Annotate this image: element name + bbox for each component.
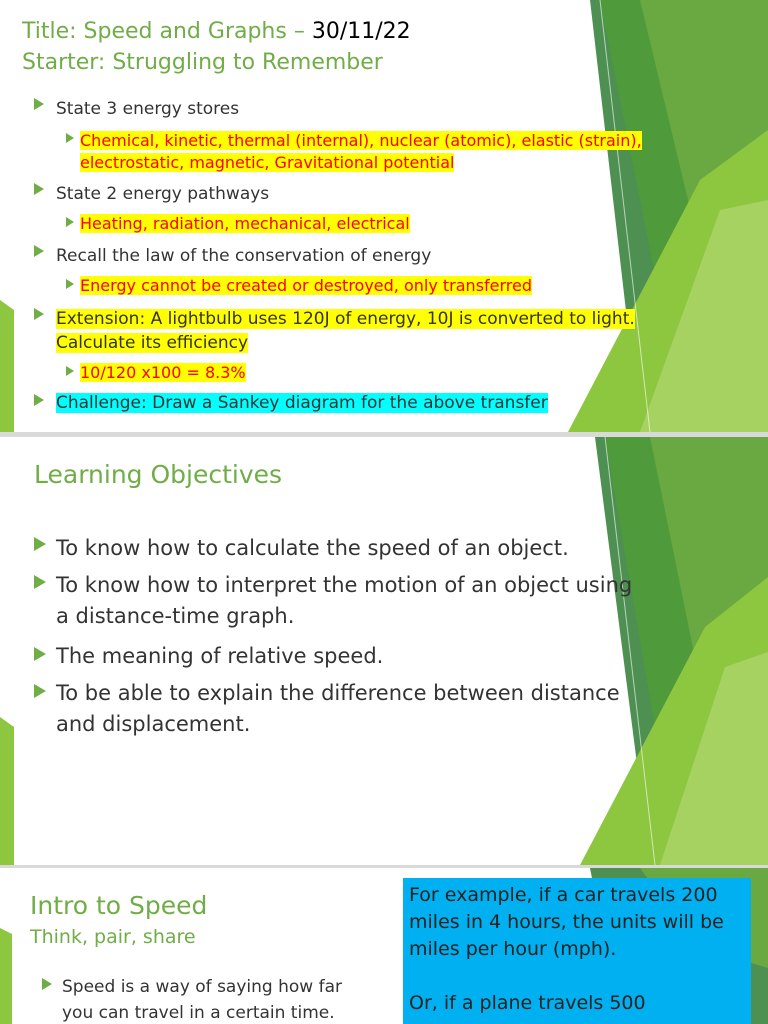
intro-title: Intro to Speed: [30, 891, 208, 920]
question-conservation: Recall the law of the conservation of energy: [56, 246, 432, 266]
bullet-arrow-icon: [34, 647, 46, 661]
starter-subtitle: Starter: Struggling to Remember: [22, 50, 383, 75]
bullet-arrow-icon: [34, 537, 46, 551]
bullet-arrow-icon: [42, 978, 52, 990]
answer-efficiency: [80, 363, 246, 382]
objective-item: [56, 678, 620, 740]
extension-line: Calculate its efficiency: [56, 333, 249, 353]
slide-learning-objectives: [0, 437, 768, 865]
extension-question: [56, 307, 635, 355]
objective-line: a distance-time graph.: [56, 604, 295, 628]
slide-intro-to-speed: [0, 868, 768, 1024]
speed-definition: [62, 974, 342, 1024]
objective-line: To know how to interpret the motion of an object using: [56, 573, 633, 597]
objective-item: The meaning of relative speed.: [56, 644, 384, 668]
bullet-arrow-icon: [66, 133, 74, 143]
example-line: miles in 4 hours, the units will be: [409, 911, 724, 933]
answer-energy-stores: [80, 130, 642, 174]
example-line: miles per hour (mph).: [409, 938, 617, 960]
bullet-arrow-icon: [66, 279, 74, 289]
answer-line: Energy cannot be created or destroyed, only transferred: [80, 276, 533, 295]
definition-line: you can travel in a certain time.: [62, 1003, 335, 1023]
objective-item: To know how to calculate the speed of an object.: [56, 536, 569, 560]
bullet-arrow-icon: [34, 98, 44, 110]
answer-energy-pathways: [80, 214, 410, 233]
challenge-line: Challenge: Draw a Sankey diagram for the above transfer: [56, 393, 548, 413]
objectives-title: Learning Objectives: [34, 460, 283, 489]
definition-line: Speed is a way of saying how far: [62, 977, 342, 997]
bullet-arrow-icon: [34, 245, 44, 257]
bullet-arrow-icon: [34, 575, 46, 589]
bullet-arrow-icon: [34, 394, 44, 406]
starter-title: [22, 16, 411, 47]
slide-starter: [0, 0, 768, 432]
example-line: For example, if a car travels 200: [409, 884, 718, 906]
question-energy-stores: State 3 energy stores: [56, 99, 240, 119]
bullet-arrow-icon: [66, 366, 74, 376]
example-box: [403, 878, 751, 1024]
bullet-arrow-icon: [66, 217, 74, 227]
answer-conservation: [80, 276, 532, 295]
challenge-question: [56, 393, 548, 413]
answer-line: 10/120 x100 = 8.3%: [80, 363, 246, 382]
answer-line: Chemical, kinetic, thermal (internal), nuclear (atomic), elastic (strain),: [80, 131, 642, 150]
objective-item: [56, 570, 632, 632]
answer-line: Heating, radiation, mechanical, electrical: [80, 214, 410, 233]
question-energy-pathways: State 2 energy pathways: [56, 184, 270, 204]
extension-line: Extension: A lightbulb uses 120J of energy, 10J is converted to light.: [56, 309, 635, 329]
objective-line: and displacement.: [56, 712, 251, 736]
bullet-arrow-icon: [34, 183, 44, 195]
bullet-arrow-icon: [34, 684, 46, 698]
title-text: Title: Speed and Graphs –: [22, 19, 312, 44]
objective-line: To be able to explain the difference between distance: [56, 681, 620, 705]
title-date: 30/11/22: [311, 19, 411, 44]
example-line: [409, 963, 745, 990]
answer-line: electrostatic, magnetic, Gravitational potential: [80, 153, 455, 172]
intro-subtitle: Think, pair, share: [30, 926, 196, 948]
example-line: Or, if a plane travels 500: [409, 992, 646, 1014]
bullet-arrow-icon: [34, 308, 44, 320]
